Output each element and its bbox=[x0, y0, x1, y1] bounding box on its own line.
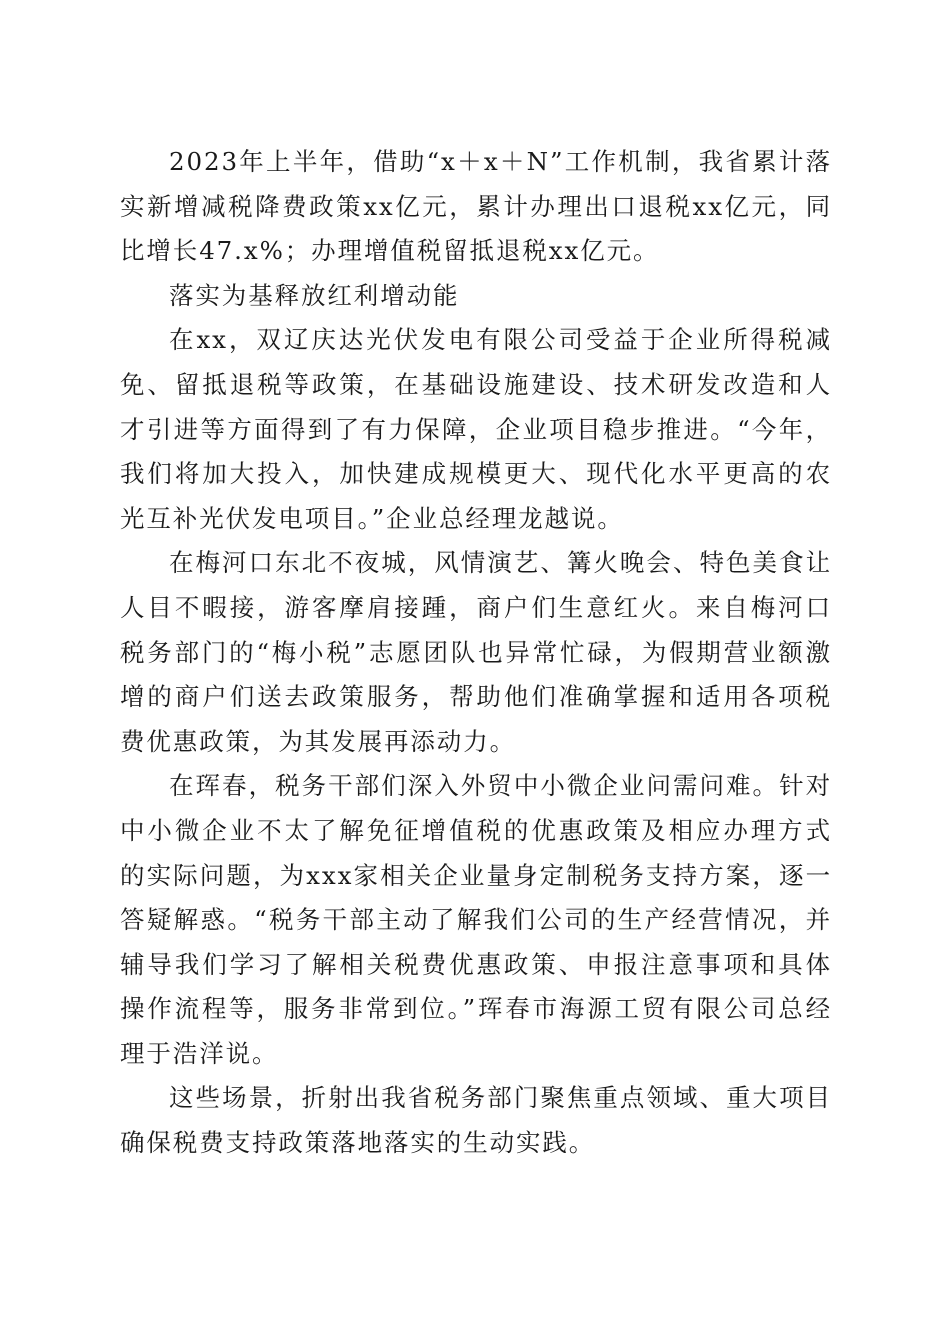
section-heading: 落实为基释放红利增动能 bbox=[169, 280, 460, 310]
document-body bbox=[120, 140, 832, 1166]
paragraph-conclusion: 这些场景，折射出我省税务部门聚焦重点领域、重大项目确保税费支持政策落地落实的生动实践。 bbox=[120, 1083, 832, 1158]
paragraph-tax-summary: 2023年上半年，借助“x＋x＋N”工作机制，我省累计落实新增减税降费政策xx亿元，累计办理出口退税xx亿元，同比增长47.x%；办理增值税留抵退税xx亿元。 bbox=[120, 147, 832, 266]
paragraph-shuangliao: 在xx，双辽庆达光伏发电有限公司受益于企业所得税减免、留抵退税等政策，在基础设施建设、技术研发改造和人才引进等方面得到了有力保障，企业项目稳步推进。“今年，我们将加大投入，加快建成规模更大、现代化水平更高的农光互补光伏发电项目。”企业总经理龙越说。 bbox=[120, 325, 832, 533]
paragraph-meihekou: 在梅河口东北不夜城，风情演艺、篝火晚会、特色美食让人目不暇接，游客摩肩接踵，商户们生意红火。来自梅河口税务部门的“梅小税”志愿团队也异常忙碌，为假期营业额激增的商户们送去政策服务，帮助他们准确掌握和适用各项税费优惠政策，为其发展再添动力。 bbox=[120, 548, 832, 756]
paragraph-hunchun: 在珲春，税务干部们深入外贸中小微企业问需问难。针对中小微企业不太了解免征增值税的优惠政策及相应办理方式的实际问题，为xxx家相关企业量身定制税务支持方案，逐一答疑解惑。“税务干部主动了解我们公司的生产经营情况，并辅导我们学习了解相关税费优惠政策、申报注意事项和具体操作流程等，服务非常到位。”珲春市海源工贸有限公司总经理于浩洋说。 bbox=[120, 771, 832, 1068]
